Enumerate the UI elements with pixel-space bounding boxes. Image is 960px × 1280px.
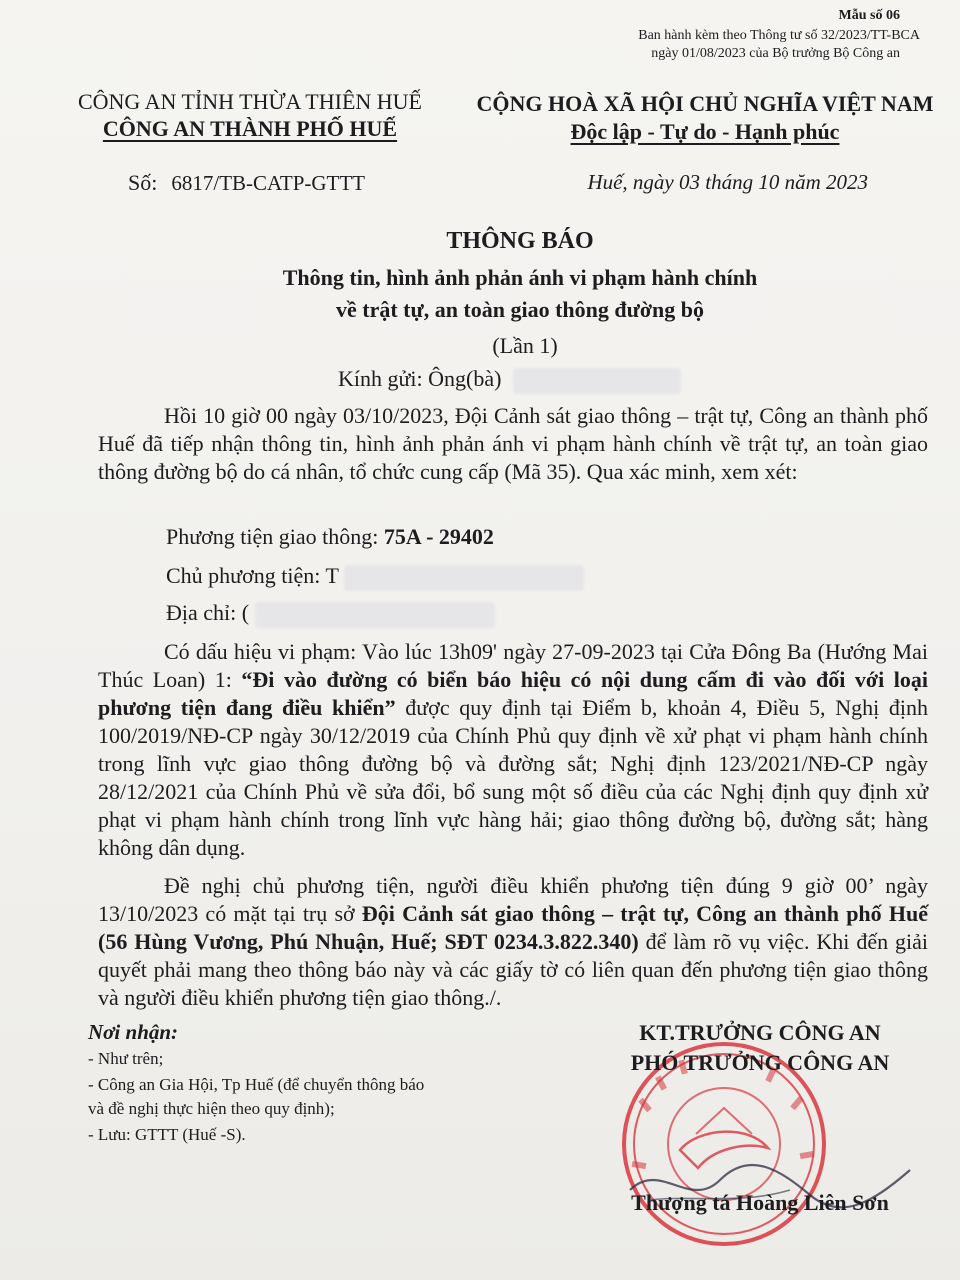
recipient-item: - Như trên; xyxy=(88,1049,164,1068)
request-lead: Đề nghị chủ phương tiện, người điều khiển phương tiện đúng 9 giờ 00’ ngày 13/10/2023 có mặt tại trụ sở xyxy=(98,873,928,926)
address-label: Địa chỉ: xyxy=(166,600,237,625)
violation-quote: “Đi vào đường có biển báo hiệu có nội dung cấm đi vào đối với loại phương tiện đang điều khiển” xyxy=(98,667,928,720)
recipient-line xyxy=(338,366,681,394)
vehicle-label: Phương tiện giao thông: xyxy=(166,524,379,549)
document-number-value: 6817/TB-CATP-GTTT xyxy=(171,171,366,195)
owner-field xyxy=(166,563,584,591)
address-visible: ( xyxy=(241,600,250,625)
owner-label: Chủ phương tiện: xyxy=(166,563,321,588)
agency-unit: CÔNG AN THÀNH PHỐ HUẾ xyxy=(102,116,398,141)
subtitle-line-1: Thông tin, hình ảnh phản ánh vi phạm hành chính xyxy=(282,265,758,290)
recipient-item: - Công an Gia Hội, Tp Huế (để chuyển thông báo xyxy=(88,1075,425,1094)
agency-parent: CÔNG AN TỈNH THỪA THIÊN HUẾ xyxy=(77,89,422,114)
issuing-agency xyxy=(0,88,500,142)
form-note-line2: ngày 01/08/2023 của Bộ trưởng Bộ Công an xyxy=(651,46,900,61)
form-note-line1: Ban hành kèm theo Thông tư số 32/2023/TT-BCA xyxy=(638,28,920,43)
recipient-item: - Lưu: GTTT (Huế -S). xyxy=(88,1125,246,1144)
signatory-line-2: PHÓ TRƯỞNG CÔNG AN xyxy=(630,1050,890,1075)
intro-text: Hồi 10 giờ 00 ngày 03/10/2023, Đội Cảnh sát giao thông – trật tự, Công an thành phố Huế đã tiếp nhận thông tin, hình ảnh phản ánh vi phạm hành chính về trật tự, an toàn giao thông đường bộ do cá nhân, tổ chức cung cấp (Mã 35). Qua xác minh, xem xét: xyxy=(98,403,928,484)
violation-paragraph xyxy=(98,638,928,862)
request-rest: để làm rõ vụ việc. Khi đến giải quyết phải mang theo thông báo này và các giấy tờ có liên quan đến phương tiện giao thông và người điều khiển phương tiện giao thông./. xyxy=(98,929,928,1010)
violation-text xyxy=(98,638,928,862)
nation-motto: Độc lập - Tự do - Hạnh phúc xyxy=(570,119,840,144)
form-number: Mẫu số 06 xyxy=(838,8,900,23)
request-text xyxy=(98,872,928,1012)
national-header xyxy=(470,90,940,146)
document-subtitle xyxy=(0,262,960,326)
owner-visible: T xyxy=(325,563,339,588)
recipient-item: và đề nghị thực hiện theo quy định); xyxy=(88,1099,335,1118)
signatory-name: Thượng tá Hoàng Liên Sơn xyxy=(631,1190,889,1215)
request-paragraph xyxy=(98,872,928,1012)
recipients-heading: Nơi nhận: xyxy=(88,1020,179,1044)
signatory-title xyxy=(600,1018,920,1078)
violation-rest: được quy định tại Điểm b, khoản 4, Điều 5, Nghị định 100/2019/NĐ-CP ngày 30/12/2019 của Chính Phủ quy định về xử phạt vi phạm hành chính trong lĩnh vực giao thông đường bộ và đường sắt; Nghị định 123/2021/NĐ-CP ngày 28/12/2021 của Chính Phủ về sửa đổi, bổ sung một số điều của các Nghị định quy định xử phạt vi phạm hành chính trong lĩnh vực hàng hải; giao thông đường bộ, đường sắt; hàng không dân dụng. xyxy=(98,695,928,860)
document-number xyxy=(128,170,365,196)
attempt-number: (Lần 1) xyxy=(492,333,558,358)
nation-name: CỘNG HOÀ XÃ HỘI CHỦ NGHĨA VIỆT NAM xyxy=(476,91,934,116)
recipient-label: Kính gửi: Ông(bà) xyxy=(338,366,502,391)
document-title: THÔNG BÁO xyxy=(446,228,594,254)
violation-lead: Có dấu hiệu vi phạm: Vào lúc 13h09' ngày 27-09-2023 tại Cửa Đông Ba (Hướng Mai Thúc Loan) 1: xyxy=(98,639,928,692)
redacted-owner xyxy=(344,565,584,591)
document-number-label: Số: xyxy=(128,170,158,195)
redacted-address xyxy=(255,602,495,628)
vehicle-plate: 75A - 29402 xyxy=(383,524,494,549)
signatory-line-1: KT.TRƯỞNG CÔNG AN xyxy=(639,1020,881,1045)
address-field xyxy=(166,600,495,628)
vehicle-field xyxy=(166,524,494,550)
redacted-name xyxy=(513,368,681,394)
intro-paragraph xyxy=(98,402,928,486)
subtitle-line-2: về trật tự, an toàn giao thông đường bộ xyxy=(335,297,704,322)
request-bold: Đội Cảnh sát giao thông – trật tự, Công an thành phố Huế (56 Hùng Vương, Phú Nhuận, Huế; SĐT 0234.3.822.340) xyxy=(98,901,928,954)
document-date: Huế, ngày 03 tháng 10 năm 2023 xyxy=(587,170,868,194)
